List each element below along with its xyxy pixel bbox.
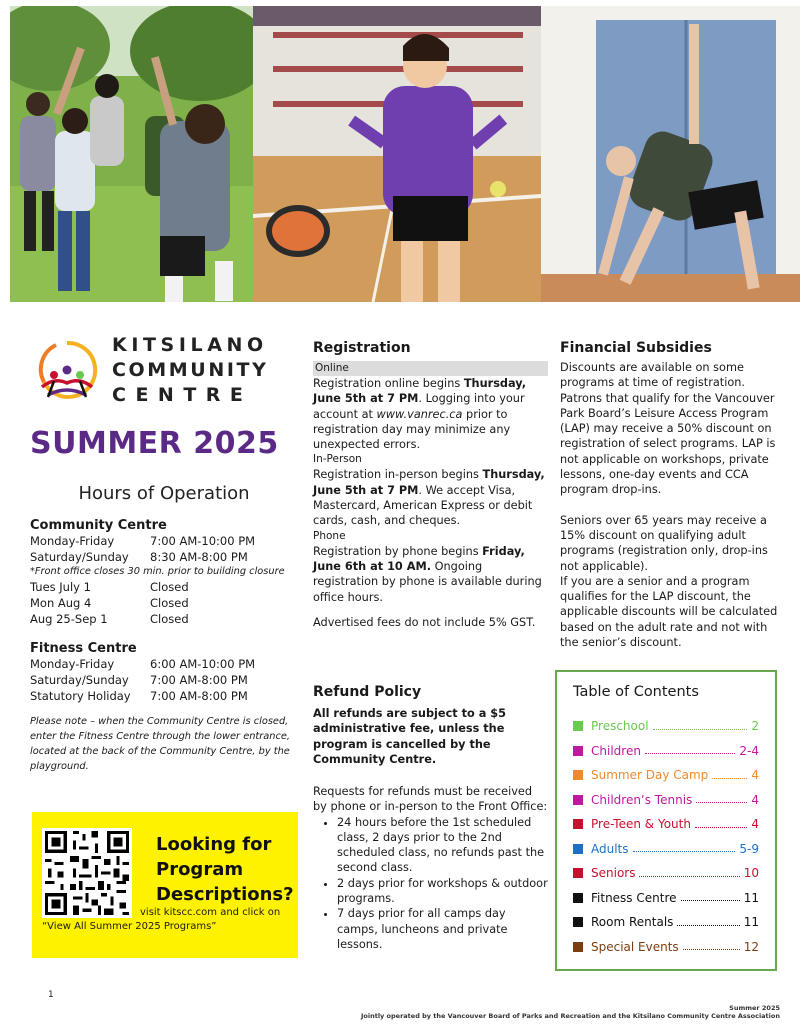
subsidies-paragraph-3: If you are a senior and a program qualifies for the LAP discount, the applicable discounts will be calculated based on the adult rate and not with the senior’s discount.: [560, 574, 778, 650]
photo-banner: [10, 6, 800, 302]
text: prior to registration day may minimize any unexpected errors.: [313, 407, 511, 452]
refund-bullet: • 7 days prior for all camps day camps, luncheons and private lessons.: [337, 906, 548, 952]
toc-item-page: 11: [743, 890, 759, 905]
refund-body: [313, 784, 548, 952]
hours-row: [30, 533, 298, 549]
fitness-centre-title: Fitness Centre: [30, 641, 137, 656]
subsidies-title: Financial Subsidies: [560, 340, 712, 356]
subsidies-paragraph-2: Seniors over 65 years may receive a 15% discount on qualifying adult programs (registration only, drop-ins not applicable).: [560, 513, 768, 573]
in-person-date: Thursday, June 5th at 7 PM: [313, 468, 545, 497]
front-office-note: *Front office closes 30 min. prior to building closure: [30, 566, 285, 577]
toc-item[interactable]: [573, 763, 759, 788]
registration-title: Registration: [313, 340, 411, 356]
toc-item-label: Fitness Centre: [591, 890, 677, 905]
phone-date: Friday, June 6th at 10 AM.: [313, 544, 525, 573]
toc-leader-dots: [681, 900, 740, 901]
toc-item-label: Pre-Teen & Youth: [591, 817, 691, 832]
program-descriptions-promo[interactable]: [32, 812, 298, 958]
phone-paragraph: [313, 544, 548, 605]
toc-item[interactable]: [573, 812, 759, 837]
footer-season: Summer 2025: [729, 1004, 780, 1012]
promo-title-line-3: Descriptions?: [156, 884, 294, 905]
toc-item[interactable]: [573, 910, 759, 935]
in-person-paragraph: [313, 467, 548, 528]
closure-status: Closed: [150, 580, 189, 594]
season-title: SUMMER 2025: [30, 426, 279, 461]
left-column: [30, 320, 298, 774]
toc-color-square-icon: [573, 721, 583, 731]
toc-item[interactable]: [573, 714, 759, 739]
table-of-contents: [555, 670, 777, 971]
toc-item[interactable]: [573, 788, 759, 813]
toc-item-label: Adults: [591, 841, 629, 856]
footer: [361, 1004, 780, 1020]
toc-item[interactable]: [573, 739, 759, 764]
promo-title-line-1: Looking for: [156, 834, 272, 855]
closure-row: [30, 611, 298, 627]
text: Registration in-person begins: [313, 468, 483, 482]
toc-leader-dots: [645, 753, 735, 754]
toc-leader-dots: [712, 778, 747, 779]
hours-day: Saturday/Sunday: [30, 673, 129, 687]
refund-bullet: • 24 hours before the 1st scheduled class, 2 days prior to the 2nd scheduled class, no refunds past the second class.: [337, 815, 548, 876]
toc-item-label: Special Events: [591, 939, 679, 954]
toc-item[interactable]: [573, 837, 759, 862]
sun-people-logo-icon: [34, 337, 100, 403]
hours-day: Monday-Friday: [30, 657, 115, 671]
toc-item-page: 10: [743, 866, 759, 881]
hours-time: 8:30 AM-8:00 PM: [150, 550, 248, 564]
middle-column: [313, 320, 548, 951]
closure-row: [30, 595, 298, 611]
community-centre-title: Community Centre: [30, 518, 167, 533]
toc-leader-dots: [633, 851, 736, 852]
toc-item-label: Children: [591, 743, 641, 758]
text: Registration online begins: [313, 377, 464, 390]
toc-color-square-icon: [573, 795, 583, 805]
toc-leader-dots: [683, 949, 740, 950]
toc-item[interactable]: [573, 935, 759, 960]
toc-item[interactable]: [573, 861, 759, 886]
vanrec-link[interactable]: www.vanrec.ca: [376, 407, 463, 421]
closure-day: Mon Aug 4: [30, 596, 92, 610]
toc-color-square-icon: [573, 893, 583, 903]
online-date: Thursday, June 5th at 7 PM: [313, 377, 527, 406]
group-exercise-photo: [10, 6, 253, 302]
hours-time: 7:00 AM-8:00 PM: [150, 689, 248, 703]
online-paragraph: [313, 376, 548, 452]
toc-item-page: 2-4: [739, 743, 759, 758]
toc-color-square-icon: [573, 868, 583, 878]
text: . We accept Visa, Mastercard, American Express or debit cards, cash, and cheques.: [313, 483, 533, 528]
hours-row: [30, 549, 298, 565]
toc-color-square-icon: [573, 746, 583, 756]
toc-item-page: 2: [751, 719, 759, 734]
closed-entrance-note: Please note – when the Community Centre is closed, enter the Fitness Centre through the lower entrance, located at the back of the Community Centre, by the playground.: [30, 716, 291, 772]
toc-leader-dots: [653, 729, 748, 730]
hours-day: Monday-Friday: [30, 534, 115, 548]
closure-status: Closed: [150, 596, 189, 610]
toc-item-label: Seniors: [591, 866, 636, 881]
footer-operators: Jointly operated by the Vancouver Board of Parks and Recreation and the Kitsilano Community Centre Association: [360, 1012, 780, 1020]
phone-label: Phone: [313, 529, 346, 542]
right-column: [560, 320, 780, 650]
toc-item[interactable]: [573, 886, 759, 911]
toc-item-label: Summer Day Camp: [591, 768, 709, 783]
toc-color-square-icon: [573, 844, 583, 854]
subsidies-paragraph-1: Discounts are available on some programs at time of registration. Patrons that qualify for the Vancouver Park Board’s Leisure Access Program (LAP) may receive a 50% discount on registration of select programs. LAP is not applicable on workshops, private lessons, one-day events and CCA program drop-ins.: [560, 361, 776, 497]
toc-color-square-icon: [573, 770, 583, 780]
gst-note: Advertised fees do not include 5% GST.: [313, 615, 536, 629]
toc-item-label: Preschool: [591, 719, 649, 734]
closure-day: Tues July 1: [30, 580, 91, 594]
refund-list: [313, 815, 548, 953]
closure-row: [30, 579, 298, 595]
promo-title: [156, 832, 294, 907]
hours-row: [30, 656, 298, 672]
toc-leader-dots: [696, 802, 747, 803]
toc-leader-dots: [677, 925, 739, 926]
online-label: Online: [313, 361, 548, 376]
logo-line-3: CENTRE: [112, 383, 253, 406]
hours-row: [30, 672, 298, 688]
toc-color-square-icon: [573, 819, 583, 829]
toc-title: Table of Contents: [573, 684, 699, 700]
toc-leader-dots: [639, 876, 739, 877]
refund-intro: Requests for refunds must be received by phone or in-person to the Front Office:: [313, 785, 548, 814]
refund-title: Refund Policy: [313, 684, 422, 700]
promo-text: [42, 906, 294, 934]
logo-line-2: COMMUNITY: [112, 358, 269, 381]
toc-item-page: 4: [751, 792, 759, 807]
text: Registration by phone begins: [313, 544, 483, 558]
hours-day: Statutory Holiday: [30, 689, 131, 703]
toc-item-page: 12: [743, 939, 759, 954]
pickleball-photo: [253, 6, 541, 302]
toc-item-label: Children’s Tennis: [591, 792, 693, 807]
hours-title: Hours of Operation: [78, 483, 250, 504]
promo-title-line-2: Program: [156, 859, 244, 880]
promo-text-line-1[interactable]: visit kitscc.com and click on: [140, 907, 281, 918]
toc-item-page: 4: [751, 768, 759, 783]
refund-bullet: • 2 days prior for workshops & outdoor programs.: [337, 876, 548, 907]
hours-time: 6:00 AM-10:00 PM: [150, 657, 256, 671]
toc-leader-dots: [695, 827, 747, 828]
closure-status: Closed: [150, 612, 189, 626]
qr-code-icon[interactable]: [42, 828, 132, 918]
text: Ongoing registration by phone is available during office hours.: [313, 559, 542, 604]
closure-day: Aug 25-Sep 1: [30, 612, 108, 626]
toc-color-square-icon: [573, 917, 583, 927]
in-person-label: In-Person: [313, 453, 362, 466]
hours-day: Saturday/Sunday: [30, 550, 129, 564]
hours-row: [30, 688, 298, 704]
page-number: 1: [48, 990, 54, 1000]
kitsilano-logo: [30, 320, 298, 420]
toc-item-label: Room Rentals: [591, 915, 674, 930]
promo-text-line-2[interactable]: “View All Summer 2025 Programs”: [42, 921, 217, 932]
hours-time: 7:00 AM-10:00 PM: [150, 534, 256, 548]
hours-time: 7:00 AM-8:00 PM: [150, 673, 248, 687]
text: . Logging into your account at: [313, 392, 525, 421]
toc-item-page: 5-9: [739, 841, 759, 856]
logo-line-1: KITSILANO: [112, 333, 268, 356]
toc-item-page: 4: [751, 817, 759, 832]
yoga-photo: [541, 6, 800, 302]
refund-fee-notice: All refunds are subject to a $5 administrative fee, unless the program is cancelled by the Community Centre.: [313, 707, 506, 766]
toc-item-page: 11: [743, 915, 759, 930]
toc-color-square-icon: [573, 942, 583, 952]
